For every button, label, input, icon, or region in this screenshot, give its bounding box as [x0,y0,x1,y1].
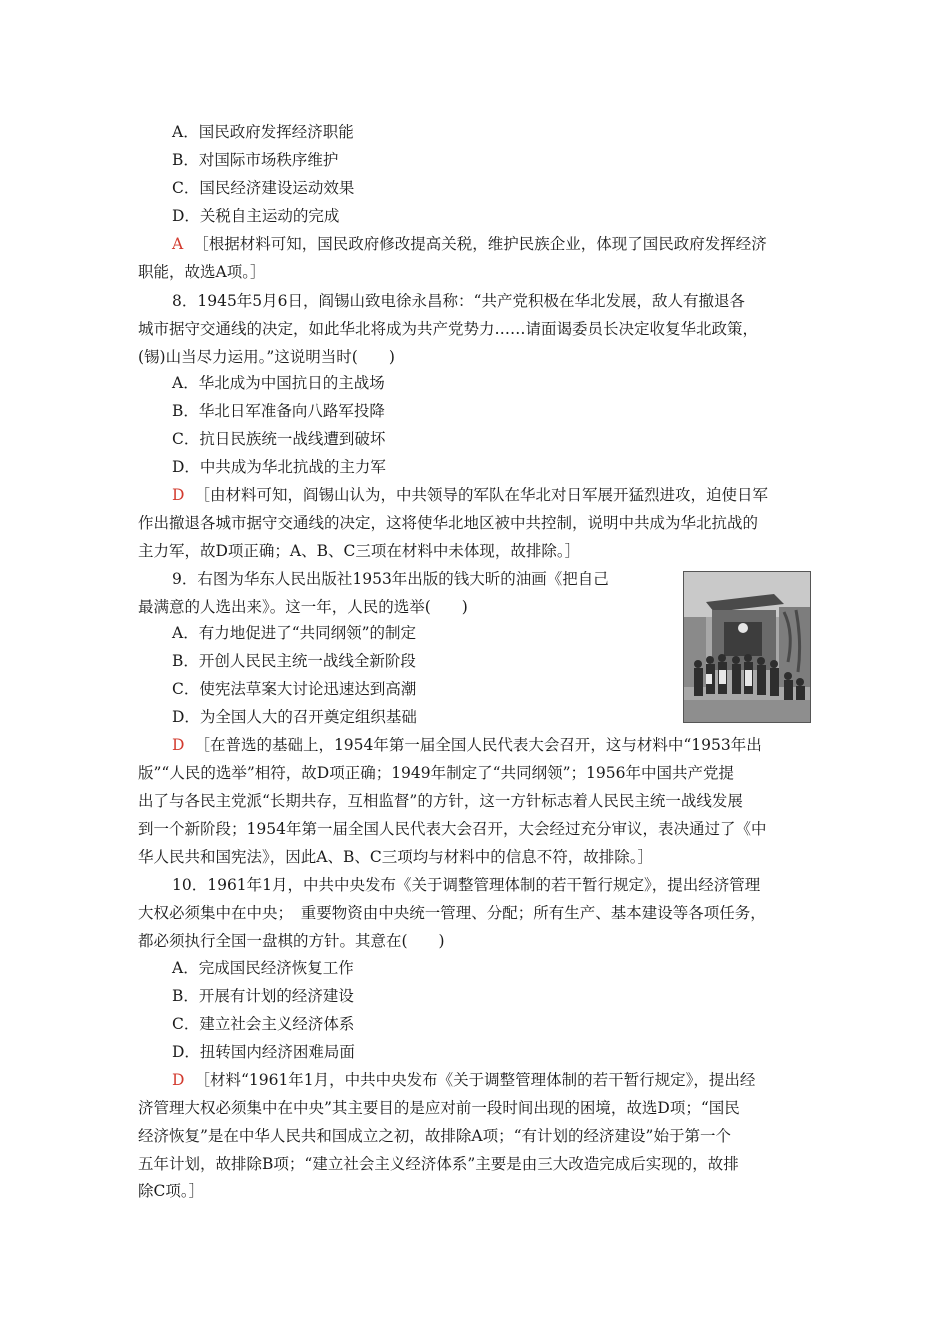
q7-option-c: C．国民经济建设运动效果 [172,179,355,197]
q10-answer-letter: D [172,1071,185,1089]
q9-explanation-line: D ［在普选的基础上，1954年第一届全国人民代表大会召开，这与材料中“1953年出 [172,736,762,754]
q10-stem-line: 大权必须集中在中央； 重要物资由中央统一管理、分配；所有生产、基本建设等各项任务， [138,904,766,922]
q9-option-c: C．使宪法草案大讨论迅速达到高潮 [172,680,417,698]
q10-option-b: B．开展有计划的经济建设 [172,987,354,1005]
q9-explanation-line: 华人民共和国宪法》，因此A、B、C三项均与材料中的信息不符，故排除。］ [138,848,653,866]
q10-stem-line: 都必须执行全国一盘棋的方针。其意在( ) [138,932,445,950]
q8-option-c: C．抗日民族统一战线遭到破坏 [172,430,386,448]
q9-option-b: B．开创人民民主统一战线全新阶段 [172,652,416,670]
oil-painting-image [683,571,811,723]
q10-explanation-line: 除C项。］ [138,1182,205,1200]
q8-stem-line: 城市据守交通线的决定，如此华北将成为共产党势力……请面谒委员长决定收复华北政策， [138,320,759,338]
q9-explanation-line: 版”“人民的选举”相符，故D项正确；1949年制定了“共同纲领”；1956年中国共产党提 [138,764,734,782]
q8-explanation-line: 作出撤退各城市据守交通线的决定，这将使华北地区被中共控制，说明中共成为华北抗战的 [138,514,759,532]
q8-explanation-line: 主力军，故D项正确；A、B、C三项在材料中未体现，故排除。］ [138,542,581,560]
q10-explanation-line: 五年计划，故排除B项；“建立社会主义经济体系”主要是由三大改造完成后实现的，故排 [138,1155,739,1173]
q8-explanation-line: D ［由材料可知，阎锡山认为，中共领导的军队在华北对日军展开猛烈进攻，迫使日军 [172,486,768,504]
q7-option-b: B．对国际市场秩序维护 [172,151,339,169]
q9-explanation-line: 到一个新阶段；1954年第一届全国人民代表大会召开，大会经过充分审议，表决通过了《中 [138,820,767,838]
q8-stem-line: 8．1945年5月6日，阎锡山致电徐永昌称：“共产党积极在华北发展，敌人有撤退各 [172,292,745,310]
q7-option-d: D．关税自主运动的完成 [172,207,340,225]
q9-stem-line: 9．右图为华东人民出版社1953年出版的钱大昕的油画《把自己 [172,570,609,588]
q9-option-a: A．有力地促进了“共同纲领”的制定 [172,624,417,642]
q9-explanation-line: 出了与各民主党派“长期共存，互相监督”的方针，这一方针标志着人民民主统一战线发展 [138,792,743,810]
q10-explanation-line: 经济恢复”是在中华人民共和国成立之初，故排除A项；“有计划的经济建设”始于第一个 [138,1127,731,1145]
q10-explanation-line: 济管理大权必须集中在中央”其主要目的是应对前一段时间出现的困境，故选D项；“国民 [138,1099,740,1117]
q8-stem-line: (锡)山当尽力运用。”这说明当时( ) [138,348,395,366]
q8-option-b: B．华北日军准备向八路军投降 [172,402,385,420]
q8-answer-letter: D [172,486,185,504]
q10-stem-line: 10．1961年1月，中共中央发布《关于调整管理体制的若干暂行规定》，提出经济管理 [172,876,761,894]
q10-explanation-line: D ［材料“1961年1月，中共中央发布《关于调整管理体制的若干暂行规定》，提出经 [172,1071,756,1089]
q9-stem-line: 最满意的人选出来》。这一年，人民的选举( ) [138,598,468,616]
q10-option-c: C．建立社会主义经济体系 [172,1015,355,1033]
q7-explanation-line: A ［根据材料可知，国民政府修改提高关税，维护民族企业，体现了国民政府发挥经济 [172,235,767,253]
q9-option-d: D．为全国人大的召开奠定组织基础 [172,708,417,726]
q8-option-d: D．中共成为华北抗战的主力军 [172,458,386,476]
q7-explanation-line: 职能，故选A项。］ [138,263,266,281]
q9-answer-letter: D [172,736,185,754]
q7-answer-letter: A [172,235,184,253]
q7-option-a: A．国民政府发挥经济职能 [172,123,354,141]
q10-option-d: D．扭转国内经济困难局面 [172,1043,355,1061]
q10-option-a: A．完成国民经济恢复工作 [172,959,354,977]
q8-option-a: A．华北成为中国抗日的主战场 [172,374,385,392]
